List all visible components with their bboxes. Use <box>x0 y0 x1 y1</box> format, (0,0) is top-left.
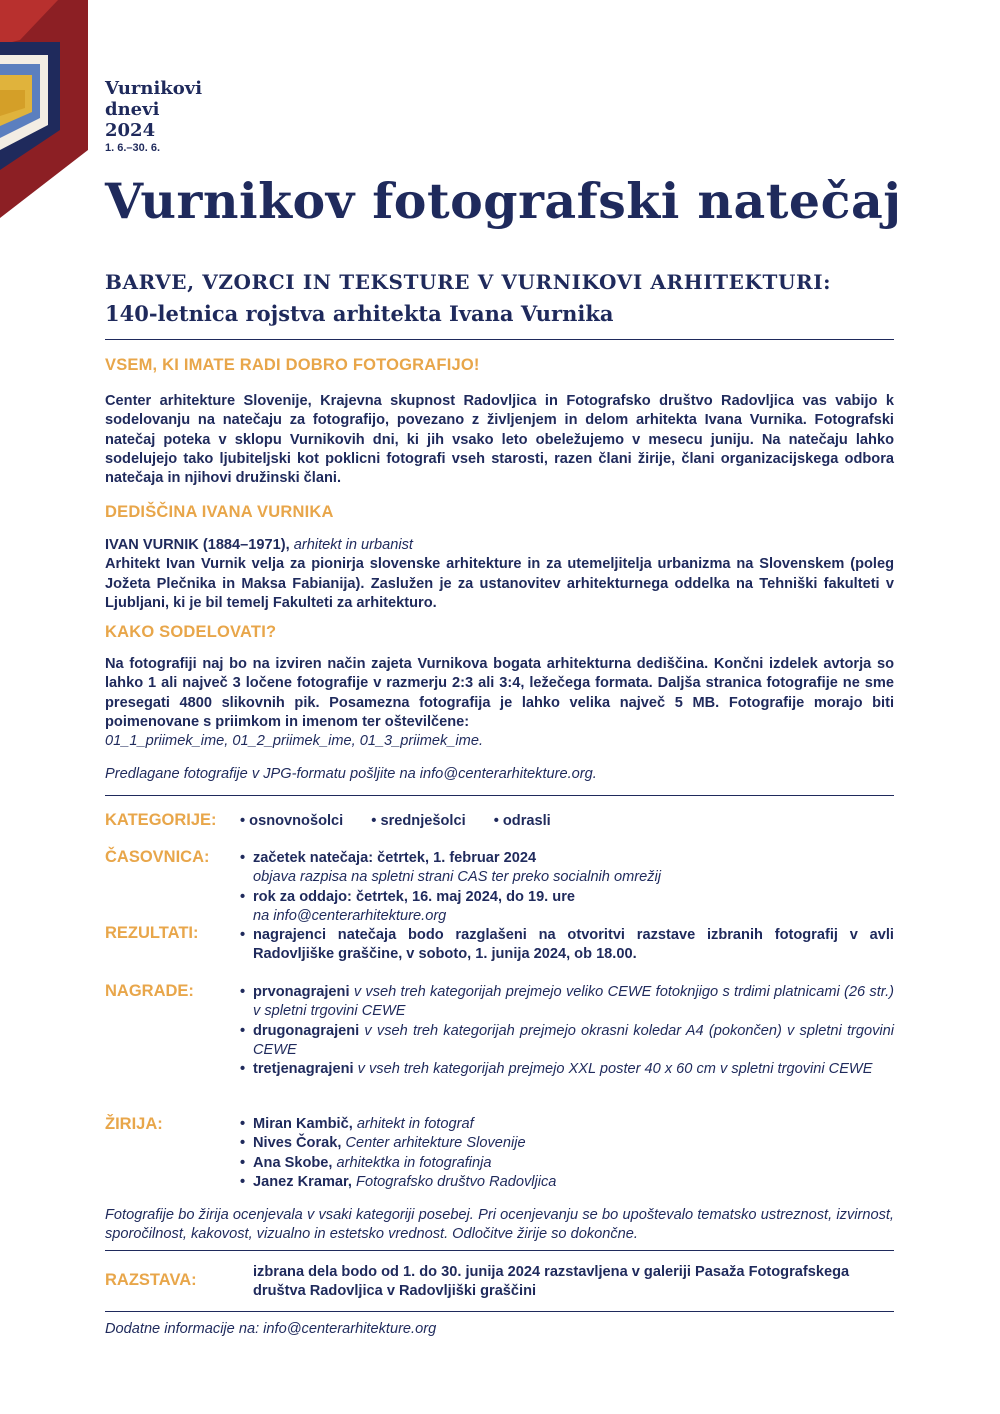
timeline-label: ČASOVNICA: <box>105 848 210 866</box>
jury-role: arhitekt in fotograf <box>356 1116 474 1132</box>
subtitle <box>105 266 831 330</box>
jury-name: Janez Kramar, <box>253 1173 352 1190</box>
award-item <box>240 1060 894 1079</box>
category-item: • osnovnošolci <box>240 813 343 829</box>
participate-text: Na fotografiji naj bo na izviren način zajeta Vurnikova bogata arhitekturna dediščina. Končni izdelek avtorja so lahko 1 ali največ 3 ločene fotografije v razmerju 2:3 ali 3:4, ležečega formata. Daljša stranica fotografije ne sme presegati 4800 slikovnih pik. Posamezna fotografija je lahko velika največ 5 MB. Fotografije morajo biti poimenovane s priimkom in imenom ter oštevilčene: <box>105 656 894 730</box>
submit-note: Predlagane fotografije v JPG-formatu pošljite na info@centerarhitekture.org. <box>105 766 597 783</box>
event-name-2: dnevi <box>105 99 160 120</box>
evaluation-note: Fotografije bo žirija ocenjevala v vsaki kategoriji posebej. Pri ocenjevanju se bo upoštevalo tematsko ustreznost, izvirnost, sporočilnost, kakovost, vizualno in estetsko vrednost. Odločitve žirije so dokončne. <box>105 1207 894 1243</box>
event-badge <box>105 78 202 155</box>
heritage-text: Arhitekt Ivan Vurnik velja za pionirja slovenske arhitekture in za utemeljitelja urbanizma na Slovenskem (poleg Jožeta Plečnika in Maksa Fabianija). Zaslužen je za ustanovitev arhitekturnega oddelka na Tehniški fakulteti v Ljubljani, ki je bil temelj Fakulteti za arhitekturo. <box>105 556 894 611</box>
naming-example: 01_1_priimek_ime, 01_2_priimek_ime, 01_3_priimek_ime. <box>105 733 484 750</box>
timeline-list <box>240 849 894 926</box>
category-item: • odrasli <box>494 813 551 829</box>
divider <box>105 1311 894 1312</box>
jury-name: Ana Skobe, <box>253 1154 333 1171</box>
award-text: v vseh treh kategorijah prejmejo XXL poster 40 x 60 cm v spletni trgovini CEWE <box>357 1061 873 1078</box>
jury-role: Center arhitekture Slovenije <box>345 1135 526 1152</box>
results-label: REZULTATI: <box>105 924 199 942</box>
categories-list <box>240 812 894 831</box>
jury-role: Fotografsko društvo Radovljica <box>356 1173 557 1190</box>
heritage-role: arhitekt in urbanist <box>293 537 413 553</box>
award-text: v vseh treh kategorijah prejmejo veliko CEWE fotoknjigo s trdimi platnicami (26 str.) v spletni trgovini CEWE <box>253 984 894 1020</box>
exhibition-text: izbrana dela bodo od 1. do 30. junija 2024 razstavljena v galeriji Pasaža Fotografskega društva Radovljica v Radovljiški graščini <box>253 1264 850 1300</box>
award-item <box>240 1022 894 1061</box>
event-year: 2024 <box>105 120 156 141</box>
subtitle-line-1: BARVE, VZORCI IN TEKSTURE V VURNIKOVI ARHITEKTURI: <box>105 270 832 294</box>
participate-heading: KAKO SODELOVATI? <box>105 623 277 641</box>
timeline-deadline: rok za oddajo: četrtek, 16. maj 2024, do 19. ure <box>253 888 576 905</box>
categories-label: KATEGORIJE: <box>105 811 217 829</box>
jury-role: arhitektka in fotografinja <box>336 1154 492 1171</box>
heritage-block <box>105 536 894 613</box>
participate-block <box>105 655 894 785</box>
jury-label: ŽIRIJA: <box>105 1115 163 1133</box>
jury-member <box>240 1134 894 1153</box>
divider <box>105 339 894 340</box>
awards-label: NAGRADE: <box>105 982 194 1000</box>
award-title: prvonagrajeni <box>253 984 350 1000</box>
event-dates: 1. 6.–30. 6. <box>105 142 161 154</box>
award-title: drugonagrajeni <box>253 1022 360 1039</box>
subtitle-line-2: 140-letnica rojstva arhitekta Ivana Vurnika <box>105 301 614 326</box>
footer-contact: Dodatne informacije na: info@centerarhitekture.org <box>105 1321 437 1337</box>
category-item: • srednješolci <box>371 813 465 829</box>
jury-member <box>240 1173 894 1192</box>
page-title: Vurnikov fotografski natečaj <box>105 172 902 230</box>
heritage-name: IVAN VURNIK (1884–1971), <box>105 537 290 553</box>
divider <box>105 795 894 796</box>
exhibition-label: RAZSTAVA: <box>105 1271 197 1289</box>
event-name: Vurnikovi <box>105 78 203 99</box>
jury-name: Nives Čorak, <box>253 1135 342 1152</box>
heritage-heading: DEDIŠČINA IVANA VURNIKA <box>105 503 334 521</box>
timeline-start: začetek natečaja: četrtek, 1. februar 2024 <box>253 850 537 866</box>
results-text: • nagrajenci natečaja bodo razglašeni na otvoritvi razstave izbranih fotografij v avli Radovljiške graščine, v soboto, 1. junija 2024, ob 18.00. <box>240 926 894 965</box>
jury-name: Miran Kambič, <box>253 1116 353 1132</box>
vurnik-cube-logo <box>0 0 90 220</box>
results-list <box>240 926 894 965</box>
award-title: tretjenagrajeni <box>253 1061 354 1078</box>
timeline-start-note: objava razpisa na spletni strani CAS ter preko socialnih omrežij <box>253 869 662 886</box>
timeline-deadline-note: na info@centerarhitekture.org <box>253 907 447 924</box>
jury-member <box>240 1115 894 1134</box>
intro-text: Center arhitekture Slovenije, Krajevna skupnost Radovljica in Fotografsko društvo Radovljica vas vabijo k sodelovanju na natečaju za fotografijo, povezano z življenjem in delom arhitekta Ivana Vurnika. Fotografski natečaj poteka v sklopu Vurnikovih dni, ki jih vsako leto obeležujemo v mesecu juniju. Na natečaju lahko sodelujejo tako ljubiteljski kot poklicni fotografi vseh starosti, razen člani žirije, člani organizacijskega odbora natečaja in njihovi družinski člani. <box>105 393 894 487</box>
award-item <box>240 983 894 1022</box>
jury-list <box>240 1115 894 1192</box>
award-text: v vseh treh kategorijah prejmejo okrasni koledar A4 (pokončen) v spletni trgovini CEWE <box>253 1022 894 1058</box>
divider <box>105 1250 894 1251</box>
awards-list <box>240 983 894 1079</box>
jury-member <box>240 1154 894 1173</box>
intro-heading: VSEM, KI IMATE RADI DOBRO FOTOGRAFIJO! <box>105 356 480 374</box>
